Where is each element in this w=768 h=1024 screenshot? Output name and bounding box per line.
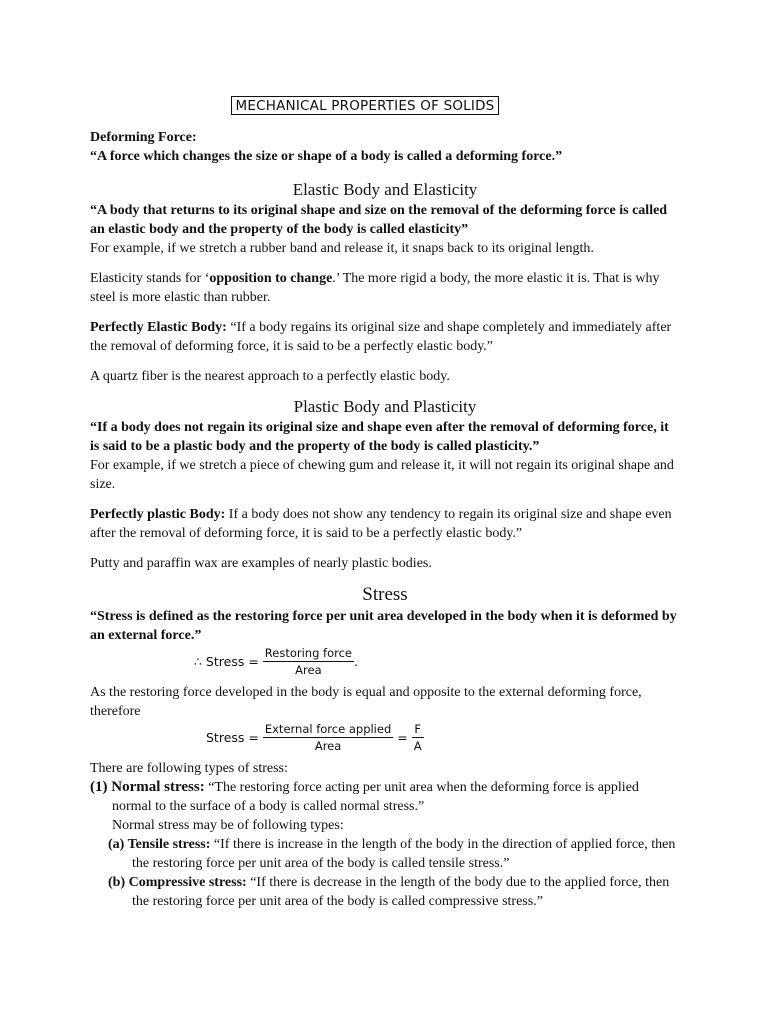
elastic-example: For example, if we stretch a rubber band and release it, it snaps back to its original length.: [90, 241, 594, 256]
stress-equation-1: ∴ Stress = $\frac{\text{Restoring force}}{\text{Area}}$ .: [194, 646, 358, 677]
normal-stress-item: (1) Normal stress: “The restoring force acting per unit area when the deforming force is applied normal to the surface of a body is called normal stress.”: [90, 779, 639, 814]
perfectly-elastic-paragraph: Perfectly Elastic Body: “If a body regains its original size and shape completely and immediately after the removal of deforming force, it is said to be a perfectly elastic body.”: [90, 320, 672, 354]
perfectly-plastic-paragraph: Perfectly plastic Body: If a body does not show any tendency to regain its original size and shape even after the removal of deforming force, it is said to be a perfectly elastic body.”: [90, 507, 672, 541]
page-title: MECHANICAL PROPERTIES OF SOLIDS: [231, 96, 500, 115]
plastic-example: For example, if we stretch a piece of chewing gum and release it, it will not regain its original shape and size.: [90, 458, 674, 492]
elastic-heading: Elastic Body and Elasticity: [292, 180, 478, 199]
deforming-force-label: Deforming Force:: [90, 130, 197, 145]
plastic-heading: Plastic Body and Plasticity: [293, 397, 477, 416]
stress-definition: “Stress is defined as the restoring force per unit area developed in the body when it is deformed by an external force.”: [90, 609, 677, 643]
document-body: [90, 128, 680, 911]
quartz-fiber-text: A quartz fiber is the nearest approach to a perfectly elastic body.: [90, 369, 450, 384]
normal-stress-types: Normal stress may be of following types:: [112, 818, 344, 833]
compressive-stress-item: (b) Compressive stress: “If there is decrease in the length of the body due to the applied force, then the restoring force per unit area of the body is called compressive stress.”: [108, 875, 670, 909]
opposition-to-change: opposition to change: [209, 271, 333, 286]
normal-stress-label: (1) Normal stress:: [90, 779, 205, 795]
compressive-stress-label: (b) Compressive stress:: [108, 875, 247, 890]
stress-equation-2: Stress = $\frac{\text{External force applied}}{\text{Area}}$ = $\frac{F}{A}$: [206, 722, 422, 753]
f-over-a-fraction: $\frac{F}{A}$: [413, 722, 422, 753]
external-force-fraction: $\frac{\text{External force applied}}{\text{Area}}$: [264, 722, 392, 753]
stress-explanation: As the restoring force developed in the body is equal and opposite to the external deforming force, therefore: [90, 685, 642, 719]
perfectly-plastic-label: Perfectly plastic Body:: [90, 507, 226, 522]
elastic-definition: “A body that returns to its original shape and size on the removal of the deforming force is called an elastic body and the property of the body is called elasticity”: [90, 203, 668, 237]
deforming-force-definition: “A force which changes the size or shape of a body is called a deforming force.”: [90, 149, 563, 164]
plastic-definition: “If a body does not regain its original size and shape even after the removal of deforming force, it is said to be a plastic body and the property of the body is called plasticity.”: [90, 420, 669, 454]
restoring-force-fraction: $\frac{\text{Restoring force}}{\text{Area}}$: [264, 646, 352, 677]
types-intro: There are following types of stress:: [90, 761, 288, 776]
tensile-stress-item: (a) Tensile stress: “If there is increase in the length of the body in the direction of applied force, then the restoring force per unit area of the body is called tensile stress.”: [108, 837, 676, 871]
title-wrap: [0, 96, 768, 115]
putty-text: Putty and paraffin wax are examples of nearly plastic bodies.: [90, 556, 432, 571]
elasticity-paragraph: Elasticity stands for ‘opposition to change.’ The more rigid a body, the more elastic it is. That is why steel is more elastic than rubber.: [90, 271, 660, 305]
perfectly-elastic-label: Perfectly Elastic Body:: [90, 320, 227, 335]
stress-heading: Stress: [362, 584, 408, 605]
tensile-stress-label: (a) Tensile stress:: [108, 837, 211, 852]
